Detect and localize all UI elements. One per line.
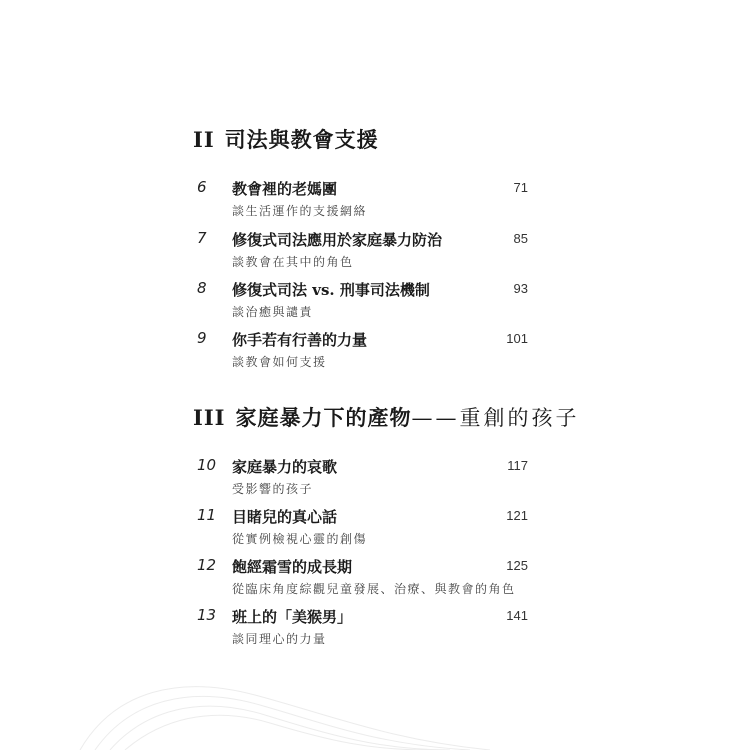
chapter-number: 6 [197,178,207,196]
toc-entry[interactable] [0,229,750,279]
toc-entry[interactable] [0,506,750,556]
section-heading-iii [193,402,579,432]
chapter-subtitle: 受影響的孩子 [232,482,314,496]
page-number: 71 [513,180,528,195]
section-subtitle: ——重創的孩子 [411,406,580,430]
page-number: 121 [506,508,528,523]
chapter-number: 9 [197,329,207,347]
chapter-title: 修復式司法應用於家庭暴力防治 [232,231,443,249]
toc-entry[interactable] [0,279,750,329]
chapter-title: 班上的「美猴男」 [232,608,353,626]
chapter-title: 教會裡的老媽團 [232,180,338,198]
chapter-number: 7 [197,229,207,247]
chapter-title: 飽經霜雪的成長期 [232,558,353,576]
page-number: 101 [506,331,528,346]
chapter-number: 8 [197,279,207,297]
chapter-number: 12 [197,556,217,574]
chapter-subtitle: 談治癒與譴責 [232,305,314,319]
toc-entry[interactable] [0,456,750,506]
section-heading-ii [193,124,379,154]
toc-entry[interactable] [0,329,750,379]
chapter-title: 修復式司法 vs. 刑事司法機制 [232,281,430,299]
page-number: 93 [513,281,528,296]
page-number: 141 [506,608,528,623]
chapter-title: 家庭暴力的哀歌 [232,458,338,476]
section-numeral: II [193,127,215,152]
section-title: 司法與教會支援 [224,127,379,152]
chapter-number: 11 [197,506,217,524]
page-number: 117 [507,458,528,473]
chapter-subtitle: 談生活運作的支援網絡 [232,204,368,218]
page-number: 85 [513,231,528,246]
section-numeral: III [193,405,226,430]
chapter-number: 10 [197,456,217,474]
chapter-subtitle: 從實例檢視心靈的創傷 [232,532,368,546]
chapter-number: 13 [197,606,217,624]
toc-entry[interactable] [0,606,750,656]
section-title: 家庭暴力下的產物 [235,405,412,430]
chapter-subtitle: 從臨床角度綜觀兒童發展、治療、與教會的角色 [232,582,516,596]
chapter-title: 你手若有行善的力量 [232,331,368,349]
chapter-title: 目睹兒的真心話 [232,508,338,526]
toc-entry[interactable] [0,556,750,606]
chapter-subtitle: 談同理心的力量 [232,632,327,646]
page-number: 125 [506,558,528,573]
chapter-subtitle: 談教會如何支援 [232,355,327,369]
decorative-wave-lines [0,660,750,750]
chapter-subtitle: 談教會在其中的角色 [232,255,354,269]
toc-entry[interactable] [0,178,750,228]
